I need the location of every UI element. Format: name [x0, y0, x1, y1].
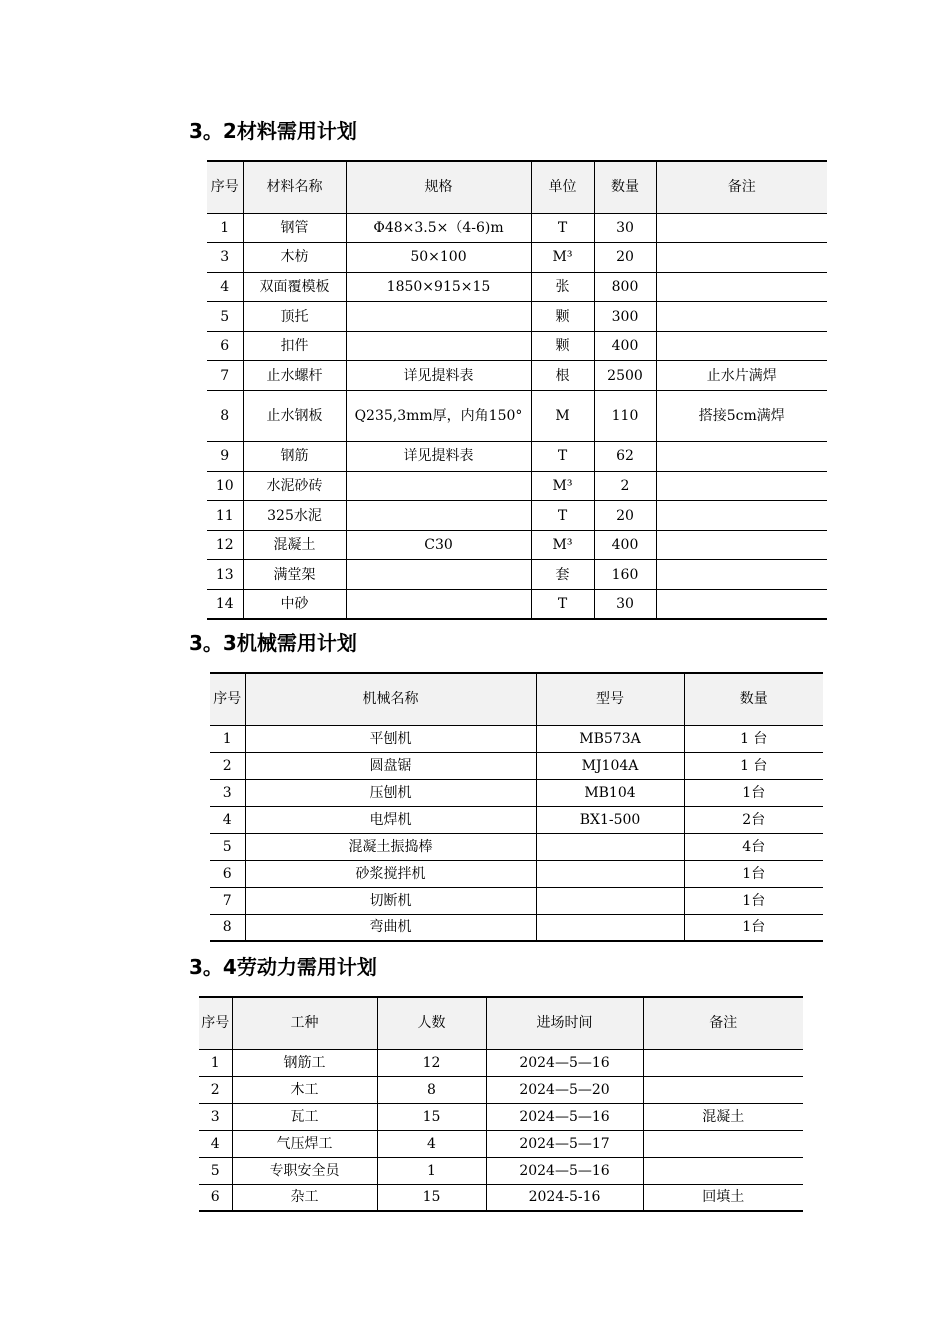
labor-cell: 2024—5—16 — [486, 1157, 643, 1184]
labor-header-cell: 工种 — [232, 997, 377, 1049]
materials-row — [207, 213, 827, 243]
materials-header-cell: 备注 — [656, 161, 827, 213]
materials-cell: 1 — [207, 213, 243, 243]
labor-cell — [643, 1157, 803, 1184]
labor-title: 3。4劳动力需用计划 — [189, 955, 377, 979]
materials-cell: 木枋 — [243, 243, 346, 273]
materials-cell: 混凝土 — [243, 530, 346, 560]
machinery-cell: MJ104A — [536, 752, 684, 779]
machinery-header-row — [210, 673, 823, 725]
materials-cell: 30 — [594, 590, 656, 620]
labor-row — [199, 1076, 803, 1103]
materials-row — [207, 471, 827, 501]
materials-table-body — [207, 213, 827, 619]
labor-row — [199, 1049, 803, 1076]
materials-cell: 14 — [207, 590, 243, 620]
materials-cell: 张 — [531, 272, 594, 302]
materials-cell: Q235,3mm厚，内角150° — [346, 391, 531, 442]
machinery-cell: BX1-500 — [536, 806, 684, 833]
materials-row — [207, 501, 827, 531]
labor-cell: 12 — [377, 1049, 486, 1076]
materials-row — [207, 331, 827, 361]
machinery-cell: 4 — [210, 806, 245, 833]
materials-cell: 62 — [594, 442, 656, 472]
machinery-cell: 切断机 — [245, 887, 536, 914]
machinery-row — [210, 860, 823, 887]
materials-cell: T — [531, 442, 594, 472]
labor-row — [199, 1157, 803, 1184]
materials-row — [207, 272, 827, 302]
materials-cell: 7 — [207, 361, 243, 391]
materials-cell: 钢筋 — [243, 442, 346, 472]
materials-table — [207, 160, 827, 620]
materials-cell: 2500 — [594, 361, 656, 391]
labor-cell: 2024—5—16 — [486, 1049, 643, 1076]
materials-header-cell: 序号 — [207, 161, 243, 213]
materials-cell — [656, 560, 827, 590]
materials-cell — [656, 302, 827, 332]
materials-cell: 10 — [207, 471, 243, 501]
materials-cell — [346, 560, 531, 590]
machinery-cell: 1台 — [684, 779, 823, 806]
materials-cell: 30 — [594, 213, 656, 243]
labor-cell: 2 — [199, 1076, 232, 1103]
labor-cell: 3 — [199, 1103, 232, 1130]
materials-header-cell: 规格 — [346, 161, 531, 213]
materials-cell: 双面覆模板 — [243, 272, 346, 302]
labor-table — [199, 996, 803, 1212]
materials-cell: 钢管 — [243, 213, 346, 243]
machinery-cell: 混凝土振捣棒 — [245, 833, 536, 860]
machinery-cell: 平刨机 — [245, 725, 536, 752]
materials-row — [207, 590, 827, 620]
materials-cell: 详见提料表 — [346, 361, 531, 391]
machinery-cell: 7 — [210, 887, 245, 914]
materials-cell: 2 — [594, 471, 656, 501]
materials-cell: Φ48×3.5×（4-6)m — [346, 213, 531, 243]
materials-cell — [656, 331, 827, 361]
machinery-cell: 1台 — [684, 914, 823, 941]
labor-cell: 气压焊工 — [232, 1130, 377, 1157]
materials-cell: 8 — [207, 391, 243, 442]
materials-cell: 325水泥 — [243, 501, 346, 531]
materials-cell — [346, 302, 531, 332]
machinery-row — [210, 725, 823, 752]
materials-row — [207, 442, 827, 472]
machinery-cell: 1 — [210, 725, 245, 752]
materials-cell: 11 — [207, 501, 243, 531]
labor-cell — [643, 1130, 803, 1157]
materials-cell: T — [531, 501, 594, 531]
materials-header-cell: 单位 — [531, 161, 594, 213]
machinery-cell: MB573A — [536, 725, 684, 752]
labor-table-header — [199, 997, 803, 1049]
machinery-cell: 1 台 — [684, 752, 823, 779]
machinery-cell: 电焊机 — [245, 806, 536, 833]
materials-cell: 50×100 — [346, 243, 531, 273]
materials-cell — [656, 272, 827, 302]
materials-cell — [656, 530, 827, 560]
labor-cell — [643, 1076, 803, 1103]
labor-cell: 15 — [377, 1103, 486, 1130]
labor-cell — [643, 1049, 803, 1076]
labor-cell: 4 — [377, 1130, 486, 1157]
machinery-cell: 圆盘锯 — [245, 752, 536, 779]
machinery-row — [210, 752, 823, 779]
machinery-header-cell: 数量 — [684, 673, 823, 725]
machinery-cell: 压刨机 — [245, 779, 536, 806]
labor-header-cell: 人数 — [377, 997, 486, 1049]
labor-cell: 1 — [199, 1049, 232, 1076]
materials-row — [207, 243, 827, 273]
materials-row — [207, 361, 827, 391]
materials-cell: 搭接5cm满焊 — [656, 391, 827, 442]
machinery-cell: 1台 — [684, 860, 823, 887]
materials-cell: 6 — [207, 331, 243, 361]
materials-cell: 4 — [207, 272, 243, 302]
materials-cell — [346, 501, 531, 531]
materials-table-header — [207, 161, 827, 213]
materials-cell: 扣件 — [243, 331, 346, 361]
machinery-cell — [536, 833, 684, 860]
materials-title: 3。2材料需用计划 — [189, 119, 357, 143]
materials-cell: 160 — [594, 560, 656, 590]
labor-cell: 瓦工 — [232, 1103, 377, 1130]
machinery-cell: 1台 — [684, 887, 823, 914]
machinery-cell — [536, 887, 684, 914]
labor-cell: 5 — [199, 1157, 232, 1184]
materials-row — [207, 560, 827, 590]
labor-cell: 杂工 — [232, 1184, 377, 1211]
machinery-header-cell: 型号 — [536, 673, 684, 725]
materials-cell: 1850×915×15 — [346, 272, 531, 302]
labor-cell: 2024—5—17 — [486, 1130, 643, 1157]
materials-header-row — [207, 161, 827, 213]
materials-cell: 止水片满焊 — [656, 361, 827, 391]
materials-cell: 3 — [207, 243, 243, 273]
materials-cell: T — [531, 213, 594, 243]
materials-cell: 20 — [594, 243, 656, 273]
machinery-cell: 8 — [210, 914, 245, 941]
machinery-cell — [536, 914, 684, 941]
machinery-row — [210, 887, 823, 914]
labor-cell: 2024—5—16 — [486, 1103, 643, 1130]
machinery-header-cell: 序号 — [210, 673, 245, 725]
materials-cell: 水泥砂砖 — [243, 471, 346, 501]
labor-cell: 回填土 — [643, 1184, 803, 1211]
labor-cell: 2024-5-16 — [486, 1184, 643, 1211]
labor-cell: 8 — [377, 1076, 486, 1103]
labor-header-cell: 序号 — [199, 997, 232, 1049]
materials-row — [207, 391, 827, 442]
materials-cell: M³ — [531, 243, 594, 273]
machinery-cell: 砂浆搅拌机 — [245, 860, 536, 887]
materials-cell: 110 — [594, 391, 656, 442]
labor-cell: 6 — [199, 1184, 232, 1211]
materials-cell — [656, 501, 827, 531]
labor-cell: 混凝土 — [643, 1103, 803, 1130]
materials-cell: 400 — [594, 530, 656, 560]
machinery-cell: MB104 — [536, 779, 684, 806]
materials-header-cell: 材料名称 — [243, 161, 346, 213]
machinery-cell — [536, 860, 684, 887]
materials-cell: C30 — [346, 530, 531, 560]
materials-cell — [656, 243, 827, 273]
materials-cell: 颗 — [531, 302, 594, 332]
materials-cell: 顶托 — [243, 302, 346, 332]
materials-cell: 根 — [531, 361, 594, 391]
materials-cell: 套 — [531, 560, 594, 590]
materials-cell: 13 — [207, 560, 243, 590]
materials-cell: 止水钢板 — [243, 391, 346, 442]
labor-cell: 木工 — [232, 1076, 377, 1103]
machinery-row — [210, 914, 823, 941]
labor-row — [199, 1130, 803, 1157]
materials-cell — [346, 471, 531, 501]
machinery-cell: 2 — [210, 752, 245, 779]
labor-header-cell: 进场时间 — [486, 997, 643, 1049]
machinery-row — [210, 833, 823, 860]
machinery-table-header — [210, 673, 823, 725]
materials-cell: M³ — [531, 530, 594, 560]
materials-cell: 12 — [207, 530, 243, 560]
labor-cell: 钢筋工 — [232, 1049, 377, 1076]
materials-cell — [656, 590, 827, 620]
materials-row — [207, 530, 827, 560]
materials-cell: M — [531, 391, 594, 442]
materials-header-cell: 数量 — [594, 161, 656, 213]
labor-header-cell: 备注 — [643, 997, 803, 1049]
labor-row — [199, 1184, 803, 1211]
labor-cell: 1 — [377, 1157, 486, 1184]
labor-cell: 2024—5—20 — [486, 1076, 643, 1103]
labor-cell: 专职安全员 — [232, 1157, 377, 1184]
machinery-table — [210, 672, 823, 942]
machinery-cell: 1 台 — [684, 725, 823, 752]
materials-cell: 中砂 — [243, 590, 346, 620]
materials-cell: T — [531, 590, 594, 620]
materials-cell: 20 — [594, 501, 656, 531]
materials-row — [207, 302, 827, 332]
materials-cell — [656, 442, 827, 472]
machinery-cell: 5 — [210, 833, 245, 860]
materials-cell — [656, 213, 827, 243]
materials-cell: 300 — [594, 302, 656, 332]
materials-cell: 颗 — [531, 331, 594, 361]
materials-cell: 止水螺杆 — [243, 361, 346, 391]
materials-cell — [346, 590, 531, 620]
materials-cell: 详见提料表 — [346, 442, 531, 472]
machinery-cell: 2台 — [684, 806, 823, 833]
materials-cell: 9 — [207, 442, 243, 472]
machinery-title: 3。3机械需用计划 — [189, 631, 357, 655]
machinery-cell: 4台 — [684, 833, 823, 860]
machinery-table-body — [210, 725, 823, 941]
machinery-cell: 3 — [210, 779, 245, 806]
materials-cell: 800 — [594, 272, 656, 302]
labor-cell: 15 — [377, 1184, 486, 1211]
labor-header-row — [199, 997, 803, 1049]
machinery-cell: 弯曲机 — [245, 914, 536, 941]
labor-row — [199, 1103, 803, 1130]
materials-cell — [656, 471, 827, 501]
materials-cell: 5 — [207, 302, 243, 332]
machinery-header-cell: 机械名称 — [245, 673, 536, 725]
machinery-cell: 6 — [210, 860, 245, 887]
materials-cell — [346, 331, 531, 361]
materials-cell: M³ — [531, 471, 594, 501]
labor-cell: 4 — [199, 1130, 232, 1157]
labor-table-body — [199, 1049, 803, 1211]
materials-cell: 满堂架 — [243, 560, 346, 590]
materials-cell: 400 — [594, 331, 656, 361]
machinery-row — [210, 806, 823, 833]
machinery-row — [210, 779, 823, 806]
